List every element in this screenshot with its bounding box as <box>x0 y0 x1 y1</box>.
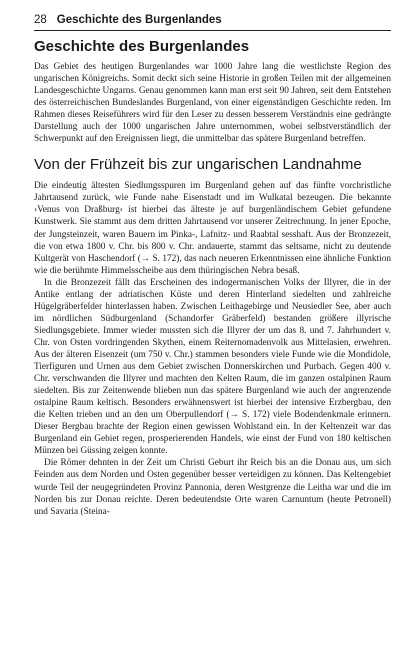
running-title: Geschichte des Burgenlandes <box>56 14 222 26</box>
running-header <box>34 14 391 31</box>
subsection-heading: Von der Frühzeit bis zur ungarischen Landnahme <box>34 156 362 174</box>
body-paragraph-3: Die Römer dehnten in der Zeit um Christi Geburt ihr Reich bis an die Donau aus, um sich Feinden aus dem Norden und Osten gegenüber besser verteidigen zu können. Das Keltengebiet wurde Teil der neugegründeten Provinz Pannonia, deren Westgrenze die Leitha war und die im Norden bis zur Donau reichte. Deren bedeutendste Orte waren Carnuntum (heute Petronell) und Savaria (Steina- <box>34 458 391 517</box>
body-paragraph-2: In die Bronzezeit fällt das Erscheinen des indogermanischen Volks der Illyrer, die in der Antike entlang der adriatischen Küste und deren Hinterland siedelten und zahlreiche Hügelgräberfelder hinterlassen haben. Zwischen Leithagebirge und Neusiedler See, aber auch im nördlichen Südburgenland (Schandorfer Gräberfeld) bestanden größere illyrische Siedlungsgebiete. Immer wieder mussten sich die Illyrer der um das 8. und 7. Jahrhundert v. Chr. von Osten vordringenden Skythen, einem Reiternomadenvolk aus Mittelasien, erwehren. Aus der älteren Eisenzeit (um 750 v. Chr.) stammen besonders viele Funde wie die Mondidole, Tierfiguren und Urnen aus dem Gebiet zwischen Donnerskirchen und Purbach. Gegen 400 v. Chr. verschwanden die Illyrer und machten den Kelten Raum, die im ganzen ostalpinen Raum siedelten. Bis zur Zeitenwende blieben nun das spätere Burgenland wie auch der angrenzende ostalpine Raum keltisch. Besonders erwähnenswert ist hierbei der intensive Erzbergbau, den die Kelten trieben und an den um Oberpullendorf (→ S. 172) viele Bodendenkmale erinnern. Dieser Bergbau brachte der Region einen gewissen Wohlstand ein. In der Keltenzeit war das Burgenland ein Gebiet regen, prosperierenden Handels, wie einst der Fund von 180 keltischen Münzen bei Güssing zeigen konnte. <box>34 277 391 457</box>
section-heading: Geschichte des Burgenlandes <box>34 38 250 55</box>
body-paragraph-1: Die eindeutig ältesten Siedlungsspuren im Burgenland gehen auf das fünfte vorchristliche Jahrtausend zurück, wie Funde nahe Eisenstadt und im Wulkatal bezeugen. Die bekannte ›Venus von Draßburg‹ ist hierbei das älteste je auf burgenländischem Gebiet gefundene Kunstwerk. Sie stammt aus dem dritten Jahrtausend vor unserer Zeitrechnung. In jener Epoche, der Jungsteinzeit, waren Bauern im Pinka-, Lafnitz- und Raabtal sesshaft. Aus der Bronzezeit, die von etwa 1800 v. Chr. bis 800 v. Chr. andauerte, stammt das seltsame, nicht zu deutende Kultgerät von Haschendorf (→ S. 172), das nach neueren Erkenntnissen eine ähnliche Funktion wie die berühmte Himmelsscheibe aus dem thüringischen Nebra besaß. <box>34 181 391 276</box>
page-number: 28 <box>34 14 47 26</box>
intro-paragraph: Das Gebiet des heutigen Burgenlandes war 1000 Jahre lang die westlichste Region des ungarischen Königreichs. Somit deckt sich seine Historie in großen Teilen mit der allgemeinen Landesgeschichte Ungarns. Genau genommen kann man erst seit 90 Jahren, seit dem Entstehen des österreichischen Bundeslandes Burgenland, von einer eigenständigen Geschichte reden. Im Rahmen dieses Reiseführers wird für den Leser zu dessen besserem Verständnis eine gedrängte Darstellung auch der 1000 ungarischen Jahre unternommen, wobei selbstverständlich der Schwerpunkt auf den Ereignissen liegt, die unmittelbar das spätere Burgenland betreffen. <box>34 62 391 145</box>
